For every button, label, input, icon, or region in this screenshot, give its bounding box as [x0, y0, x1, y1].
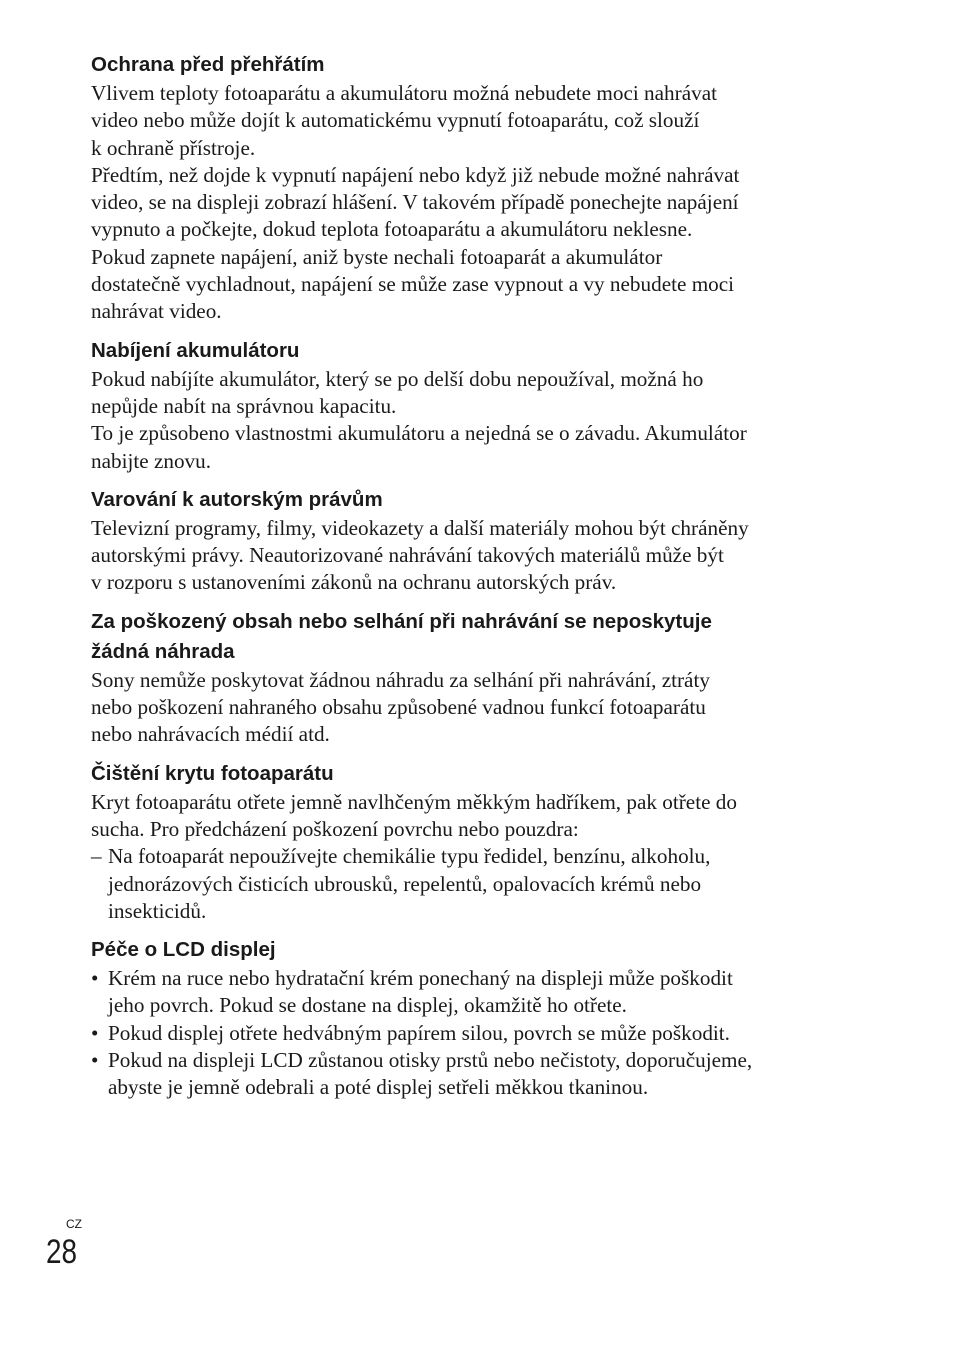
text-line: vypnuto a počkejte, dokud teplota fotoaparátu a akumulátoru neklesne.: [91, 217, 693, 242]
text-line: Vlivem teploty fotoaparátu a akumulátoru možná nebudete moci nahrávat: [91, 81, 717, 105]
bullet-marker: •: [91, 966, 99, 991]
section-battery-charging: [91, 336, 851, 475]
text-line: sucha. Pro předcházení poškození povrchu nebo pouzdra:: [91, 816, 579, 841]
text-line: jeho povrch. Pokud se dostane na displej, okamžitě ho otřete.: [108, 993, 627, 1018]
text-line: Pokud displej otřete hedvábným papírem silou, povrch se může poškodit.: [108, 1020, 730, 1045]
bullet-marker: •: [91, 1020, 99, 1045]
text-line: video, se na displeji zobrazí hlášení. V takovém případě ponechejte napájení: [91, 190, 739, 215]
text-line: abyste je jemně odebrali a poté displej setřeli měkkou tkaninou.: [108, 1075, 649, 1100]
bullet-marker: •: [91, 1048, 99, 1073]
text-line: nahrávat video.: [91, 299, 222, 324]
section-overheating: [91, 50, 851, 326]
text-line: Pokud zapnete napájení, aniž byste nechali fotoaparát a akumulátor: [91, 244, 663, 269]
text-line: Televizní programy, filmy, videokazety a další materiály mohou být chráněny: [91, 515, 749, 540]
text-line: jednorázových čisticích ubrousků, repelentů, opalovacích krémů nebo: [108, 871, 702, 896]
section-heading: Za poškozený obsah nebo selhání při nahrávání se neposkytuje: [91, 609, 712, 633]
text-line: k ochraně přístroje.: [91, 135, 256, 160]
section-heading: Čištění krytu fotoaparátu: [91, 761, 334, 785]
section-cleaning-body: [91, 759, 851, 925]
text-line: nepůjde nabít na správnou kapacitu.: [91, 393, 397, 418]
text-line: Pokud na displeji LCD zůstanou otisky prstů nebo nečistoty, doporučujeme,: [108, 1048, 753, 1073]
dash-marker: –: [91, 844, 102, 869]
text-line: nabijte znovu.: [91, 448, 212, 473]
text-line: autorskými právy. Neautorizované nahrávání takových materiálů může být: [91, 543, 724, 568]
text-line: Na fotoaparát nepoužívejte chemikálie typu ředidel, benzínu, alkoholu,: [108, 844, 711, 869]
section-heading: Nabíjení akumulátoru: [91, 338, 300, 362]
text-line: Kryt fotoaparátu otřete jemně navlhčeným měkkým hadříkem, pak otřete do: [91, 789, 737, 814]
language-code: CZ: [66, 1217, 82, 1231]
text-line: Pokud nabíjíte akumulátor, který se po delší dobu nepoužíval, možná ho: [91, 366, 704, 391]
page-number: 28: [46, 1233, 78, 1271]
text-line: Předtím, než dojde k vypnutí napájení nebo když již nebude možné nahrávat: [91, 162, 740, 187]
dash-list-item: [91, 843, 851, 925]
text-line: nebo poškození nahraného obsahu způsobené vadnou funkcí fotoaparátu: [91, 695, 706, 720]
section-copyright-warning: [91, 485, 851, 597]
text-line: To je způsobeno vlastnostmi akumulátoru a nejedná se o závadu. Akumulátor: [91, 421, 747, 446]
section-heading: žádná náhrada: [91, 639, 235, 663]
section-lcd-care: [91, 935, 851, 1101]
section-no-compensation: [91, 607, 851, 749]
text-line: Sony nemůže poskytovat žádnou náhradu za selhání při nahrávání, ztráty: [91, 667, 710, 692]
text-line: Krém na ruce nebo hydratační krém ponechaný na displeji může poškodit: [108, 966, 733, 991]
text-line: video nebo může dojít k automatickému vypnutí fotoaparátu, což slouží: [91, 108, 700, 133]
section-heading: Ochrana před přehřátím: [91, 53, 325, 76]
text-line: dostatečně vychladnout, napájení se může zase vypnout a vy nebudete moci: [91, 272, 735, 297]
bullet-list-item: [91, 1047, 851, 1102]
text-line: v rozporu s ustanoveními zákonů na ochranu autorských práv.: [91, 570, 617, 595]
text-line: insekticidů.: [108, 898, 207, 923]
text-line: nebo nahrávacích médií atd.: [91, 722, 330, 747]
section-heading: Varování k autorským právům: [91, 487, 383, 511]
section-heading: Péče o LCD displej: [91, 938, 276, 962]
bullet-list-item: [91, 965, 851, 1020]
page-content: [91, 50, 851, 1112]
bullet-list-item: [91, 1020, 851, 1047]
